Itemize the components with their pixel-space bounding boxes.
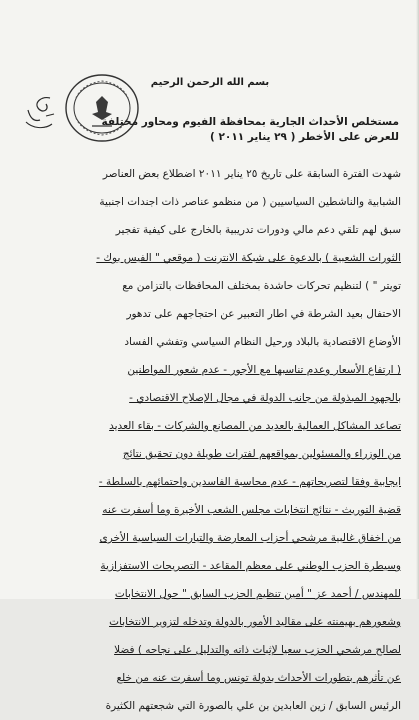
document-subject-line: للعرض على الأخطر ( ٢٩ يناير ٢٠١١ ): [210, 131, 399, 143]
body-line: ايجابية وفقا لتصريحاتهم - عدم محاسبة الفاسدين واحتمائهم بالسلطة -: [98, 476, 401, 488]
body-line: وسيطرة الحزب الوطني على معظم المقاعد - التصريحات الاستفزازية: [100, 560, 401, 572]
body-line: الثورات الشعبية ) بالدعوة على شبكة الانترنت ( موقعي " الفيس بوك -: [96, 252, 401, 264]
body-line: الاحتفال بعيد الشرطة في اطار التعبير عن احتجاجهم على تدهور: [126, 308, 401, 320]
body-line: عن تأثرهم بتطورات الأحداث بدولة تونس وما أسفرت عنه من خلع: [116, 672, 401, 684]
body-line: بالجهود المبذولة من جانب الدولة في مجال الإصلاح الاقتصادي -: [129, 392, 401, 404]
body-line: الرئيس السابق / زين العابدين بن علي بالصورة التي شجعتهم الكثيرة: [105, 700, 401, 712]
body-line: للمهندس / أحمد عز " أمين تنظيم الحزب السابق " حول الانتخابات: [114, 588, 401, 600]
body-line: وشعورهم بهيمنته على مقاليد الأمور بالدولة وتدخله لتزوير الانتخابات: [109, 616, 401, 628]
body-line: من اخفاق غالبية مرشحي أحزاب المعارضة والتيارات السياسية الأخرى: [99, 532, 401, 544]
body-line: قضية التوريث - نتائج انتخابات مجلس الشعب الأخيرة وما أسفرت عنه: [102, 504, 401, 516]
body-line: من الوزراء والمسئولين بمواقعهم لفترات طويلة دون تحقيق نتائج: [122, 448, 401, 460]
document-subject-line: مستخلص الأحداث الجارية بمحافظة الفيوم ومحاور مختلفة: [101, 116, 399, 128]
document-header-basmala: بسم الله الرحمن الرحيم: [150, 77, 270, 88]
body-line: الشبابية والناشطين السياسيين ( من منظمو عناصر ذات اجندات اجنبية: [99, 196, 401, 208]
body-line: الأوضاع الاقتصادية بالبلاد ورحيل النظام السياسي وتفشي الفساد: [124, 336, 401, 348]
document-body: [15, 160, 401, 720]
body-line: ( ارتفاع الأسعار وعدم تناسبها مع الأجور - عدم شعور المواطنين: [127, 364, 401, 376]
body-line: تويتر " ) لتنظيم تحركات حاشدة بمختلف المحافظات بالتزامن مع: [122, 280, 401, 292]
body-line: شهدت الفترة السابقة على تاريخ ٢٥ يناير ٢٠١١ اضطلاع بعض العناصر: [102, 168, 401, 180]
body-line: لصالح مرشحي الحزب سعيا لإثبات ذاته والتدليل على نجاحه ) فضلا: [114, 644, 401, 656]
body-line: سبق لهم تلقي دعم مالي ودورات تدريبية بالخارج على كيفية تفجير: [115, 224, 401, 236]
body-line: تصاعد المشاكل العمالية بالعديد من المصانع والشركات - بقاء العديد: [109, 420, 401, 432]
